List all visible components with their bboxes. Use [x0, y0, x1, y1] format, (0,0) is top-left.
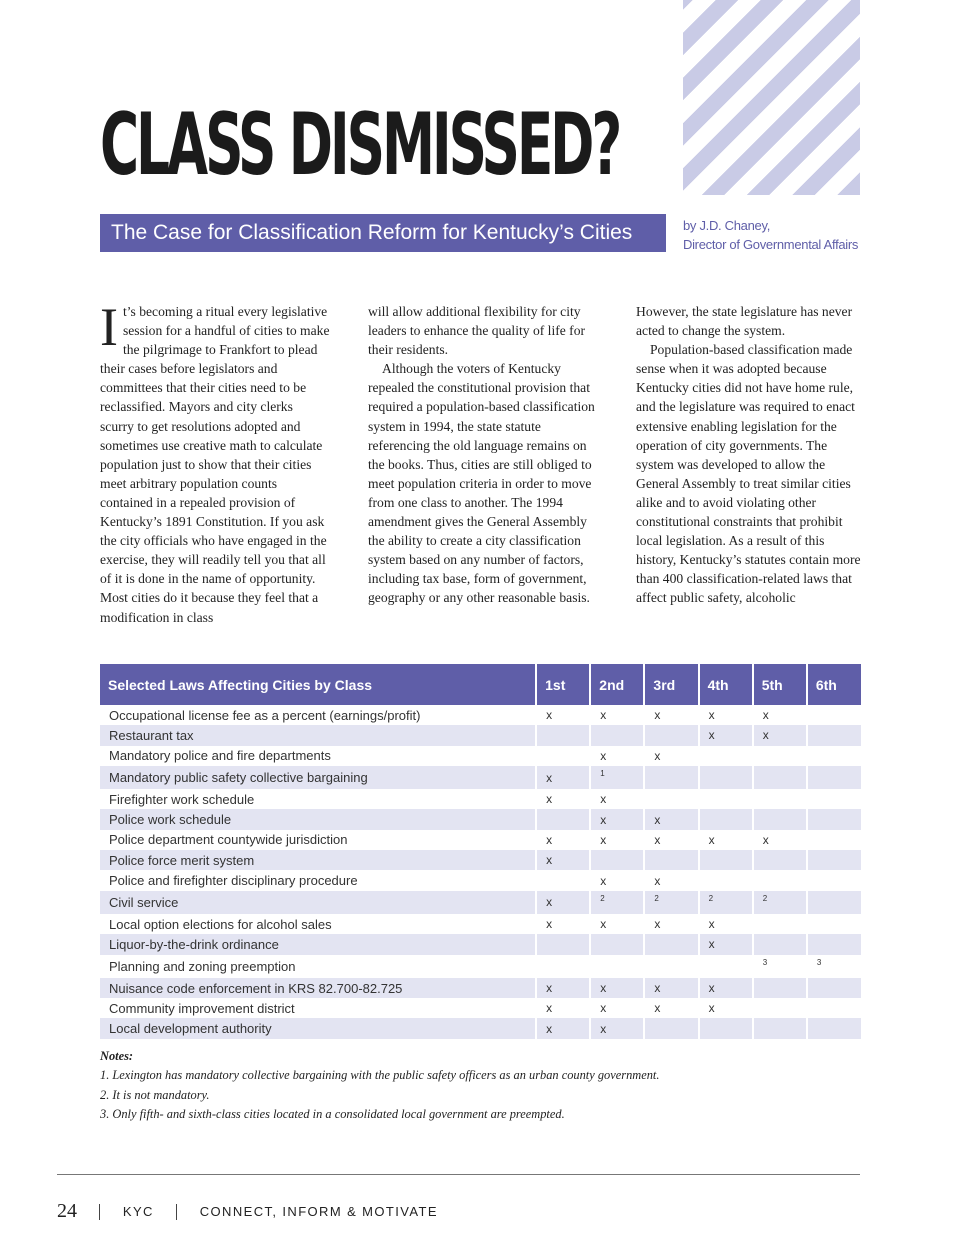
- class-mark-cell: x: [536, 891, 590, 914]
- table-row: [100, 766, 861, 789]
- class-mark-cell: [753, 789, 807, 809]
- class-mark-cell: x: [536, 830, 590, 850]
- footer-divider: [57, 1174, 860, 1175]
- class-mark-cell: x: [644, 978, 698, 998]
- class-mark-cell: [807, 809, 861, 829]
- law-name-cell: Police and firefighter disciplinary procedure: [109, 873, 358, 889]
- table-row: [100, 809, 861, 829]
- table-header-row: [100, 664, 861, 705]
- subtitle-banner: The Case for Classification Reform for Kentucky’s Cities: [100, 214, 666, 252]
- table-row: [100, 725, 861, 745]
- class-mark-cell: x: [699, 934, 753, 954]
- class-mark-cell: [644, 1018, 698, 1038]
- class-mark-cell: 2: [644, 891, 698, 914]
- table-header-title: Selected Laws Affecting Cities by Class: [100, 664, 536, 705]
- table-row: [100, 998, 861, 1018]
- class-mark-cell: x: [536, 766, 590, 789]
- table-row: [100, 978, 861, 998]
- class-mark-cell: [590, 725, 644, 745]
- class-header: 1st: [536, 664, 590, 705]
- law-name-cell: Police force merit system: [100, 850, 536, 870]
- article-column-1: [100, 297, 330, 627]
- table-row: [100, 891, 861, 914]
- law-name-cell: Civil service: [100, 891, 536, 914]
- class-mark-cell: x: [590, 1018, 644, 1038]
- class-mark-cell: [807, 998, 861, 1018]
- class-mark-cell: [807, 746, 861, 766]
- class-mark-cell: 3: [753, 955, 807, 978]
- class-mark-cell: [753, 1018, 807, 1038]
- laws-by-class-table: [100, 664, 861, 1039]
- article-paragraph: Population-based classification made sense when it was adopted because Kentucky cities did not have home rule, and the legislature was required to enact extensive enabling legislation for the operation of city governments. The system was developed to allow the General Assembly to treat similar cities alike and to avoid violating other constitutional constraints that prohibit local legislation. As a result of this history, Kentucky’s statutes contain more than 400 classification-related laws that affect public safety, alcoholic: [636, 342, 861, 606]
- class-mark-cell: x: [536, 978, 590, 998]
- law-name-cell: Police department countywide jurisdiction: [109, 832, 348, 848]
- class-mark-cell: 3: [807, 955, 861, 978]
- class-mark-cell: [807, 789, 861, 809]
- class-mark-cell: [807, 725, 861, 745]
- class-mark-cell: [807, 1018, 861, 1038]
- class-mark-cell: [699, 955, 753, 978]
- class-mark-cell: [644, 725, 698, 745]
- note-item: 1. Lexington has mandatory collective bargaining with the public safety officers as an urban county government.: [100, 1068, 660, 1083]
- class-mark-cell: [699, 809, 753, 829]
- table-row: [100, 870, 861, 890]
- note-item: 2. It is not mandatory.: [100, 1087, 210, 1102]
- table-row: [100, 789, 861, 809]
- class-mark-cell: [590, 850, 644, 870]
- class-mark-cell: x: [536, 914, 590, 934]
- table-row: [100, 830, 861, 850]
- class-mark-cell: x: [590, 870, 644, 890]
- note-item: 3. Only fifth- and sixth-class cities located in a consolidated local government are preempted.: [100, 1106, 565, 1121]
- class-mark-cell: [807, 705, 861, 725]
- footer-separator: [99, 1204, 100, 1220]
- law-name-cell: Firefighter work schedule: [109, 791, 255, 807]
- byline-author: by J.D. Chaney,: [683, 218, 771, 233]
- class-mark-cell: x: [699, 830, 753, 850]
- class-mark-cell: [753, 809, 807, 829]
- law-name-cell: Occupational license fee as a percent (earnings/profit): [109, 707, 421, 723]
- class-mark-cell: x: [590, 978, 644, 998]
- class-header: 4th: [699, 664, 753, 705]
- class-mark-cell: [536, 870, 590, 890]
- class-mark-cell: [536, 746, 590, 766]
- drop-cap: I: [100, 297, 118, 357]
- class-mark-cell: [536, 934, 590, 954]
- law-name-cell: Mandatory police and fire departments: [109, 748, 331, 764]
- class-mark-cell: [699, 1018, 753, 1038]
- class-mark-cell: [644, 850, 698, 870]
- class-mark-cell: [699, 746, 753, 766]
- class-mark-cell: x: [699, 705, 753, 725]
- class-mark-cell: x: [753, 830, 807, 850]
- law-name-cell: Nuisance code enforcement in KRS 82.700-82.725: [100, 978, 536, 998]
- class-mark-cell: x: [699, 978, 753, 998]
- table-body: [100, 705, 861, 1039]
- class-mark-cell: [753, 766, 807, 789]
- table-row: [100, 850, 861, 870]
- class-header: 3rd: [644, 664, 698, 705]
- law-name-cell: Local development authority: [100, 1018, 536, 1038]
- class-header: 5th: [753, 664, 807, 705]
- class-mark-cell: [753, 914, 807, 934]
- decorative-stripes: [683, 0, 860, 195]
- law-name-cell: Mandatory public safety collective bargaining: [100, 766, 536, 789]
- class-mark-cell: [644, 934, 698, 954]
- class-mark-cell: x: [644, 809, 698, 829]
- law-name-cell: Community improvement district: [109, 1000, 295, 1016]
- class-mark-cell: x: [590, 789, 644, 809]
- class-mark-cell: [807, 934, 861, 954]
- class-mark-cell: x: [753, 705, 807, 725]
- class-mark-cell: [753, 850, 807, 870]
- class-mark-cell: [644, 955, 698, 978]
- page-title: CLASS DISMISSED?: [100, 95, 620, 195]
- class-mark-cell: [807, 830, 861, 850]
- class-mark-cell: x: [590, 809, 644, 829]
- class-mark-cell: x: [536, 998, 590, 1018]
- class-mark-cell: [753, 978, 807, 998]
- class-mark-cell: x: [536, 789, 590, 809]
- class-mark-cell: x: [590, 746, 644, 766]
- class-mark-cell: x: [590, 914, 644, 934]
- article-column-2: [368, 302, 598, 608]
- class-mark-cell: [699, 870, 753, 890]
- class-mark-cell: x: [644, 705, 698, 725]
- class-mark-cell: [753, 934, 807, 954]
- class-mark-cell: x: [699, 998, 753, 1018]
- class-mark-cell: [590, 955, 644, 978]
- class-mark-cell: [699, 766, 753, 789]
- class-mark-cell: x: [590, 998, 644, 1018]
- byline: [683, 216, 858, 254]
- class-mark-cell: [753, 870, 807, 890]
- class-mark-cell: [807, 891, 861, 914]
- table-row: [100, 1018, 861, 1038]
- class-mark-cell: 2: [590, 891, 644, 914]
- article-column-3: [636, 302, 866, 608]
- class-mark-cell: [699, 789, 753, 809]
- table-row: [100, 746, 861, 766]
- class-mark-cell: [644, 766, 698, 789]
- law-name-cell: Planning and zoning preemption: [109, 958, 296, 974]
- class-mark-cell: x: [644, 998, 698, 1018]
- class-mark-cell: x: [644, 914, 698, 934]
- class-mark-cell: x: [699, 914, 753, 934]
- class-mark-cell: x: [644, 870, 698, 890]
- article-paragraph: Although the voters of Kentucky repealed the constitutional provision that required a population-based classification system in 1994, the state statute referencing the old language remains on the books. Thus, cities are still obliged to meet population criteria in order to move from one class to another. The 1994 amendment gives the General Assembly the ability to create a city classification system based on any number of factors, including tax base, form of government, geography or any other reasonable basis.: [368, 361, 595, 606]
- class-mark-cell: x: [590, 830, 644, 850]
- class-mark-cell: x: [536, 705, 590, 725]
- law-name-cell: Liquor-by-the-drink ordinance: [100, 934, 536, 954]
- class-mark-cell: [536, 955, 590, 978]
- class-mark-cell: [536, 809, 590, 829]
- publication-name: KYC: [122, 1204, 154, 1219]
- footer-separator: [176, 1204, 177, 1220]
- article-paragraph: However, the state legislature has never acted to change the system.: [636, 304, 853, 339]
- class-mark-cell: [807, 870, 861, 890]
- page-number: 24: [57, 1200, 77, 1222]
- table-row: [100, 934, 861, 954]
- class-header: 6th: [807, 664, 861, 705]
- class-mark-cell: x: [699, 725, 753, 745]
- notes-heading: Notes:: [100, 1049, 134, 1063]
- class-mark-cell: x: [536, 1018, 590, 1038]
- publication-tagline: CONNECT, INFORM & MOTIVATE: [199, 1204, 438, 1219]
- class-mark-cell: [753, 746, 807, 766]
- law-name-cell: Police work schedule: [100, 809, 536, 829]
- class-mark-cell: 1: [590, 766, 644, 789]
- page-footer: [57, 1200, 438, 1223]
- table-notes: [100, 1047, 659, 1124]
- class-mark-cell: [644, 789, 698, 809]
- class-mark-cell: [807, 850, 861, 870]
- class-mark-cell: x: [536, 850, 590, 870]
- class-mark-cell: x: [590, 705, 644, 725]
- class-mark-cell: [753, 998, 807, 1018]
- law-name-cell: Local option elections for alcohol sales: [109, 916, 332, 932]
- class-mark-cell: x: [753, 725, 807, 745]
- class-mark-cell: [807, 978, 861, 998]
- table-row: [100, 914, 861, 934]
- class-mark-cell: 2: [753, 891, 807, 914]
- class-mark-cell: 2: [699, 891, 753, 914]
- class-mark-cell: [699, 850, 753, 870]
- class-header: 2nd: [590, 664, 644, 705]
- class-mark-cell: x: [644, 746, 698, 766]
- class-mark-cell: [807, 766, 861, 789]
- class-mark-cell: [807, 914, 861, 934]
- class-mark-cell: [536, 725, 590, 745]
- table-row: [100, 705, 861, 725]
- article-paragraph: t’s becoming a ritual every legislative session for a handful of cities to make the pilgrimage to Frankfort to plead their cases before legislators and committees that their cities need to be reclassified. Mayors and city clerks scurry to get resolutions adopted and sometimes use creative math to calculate population just to show that their cities meet arbitrary population counts contained in a repealed provision of Kentucky’s 1891 Constitution. If you ask the city officials who have engaged in the exercise, they will readily tell you that all of it is done in the name of opportunity. Most cities do it because they feel that a modification in class: [100, 304, 330, 625]
- article-paragraph: will allow additional flexibility for city leaders to enhance the quality of life for their residents.: [368, 304, 586, 358]
- class-mark-cell: x: [644, 830, 698, 850]
- byline-role: Director of Governmental Affairs: [683, 237, 859, 252]
- table-row: [100, 955, 861, 978]
- law-name-cell: Restaurant tax: [100, 725, 536, 745]
- class-mark-cell: [590, 934, 644, 954]
